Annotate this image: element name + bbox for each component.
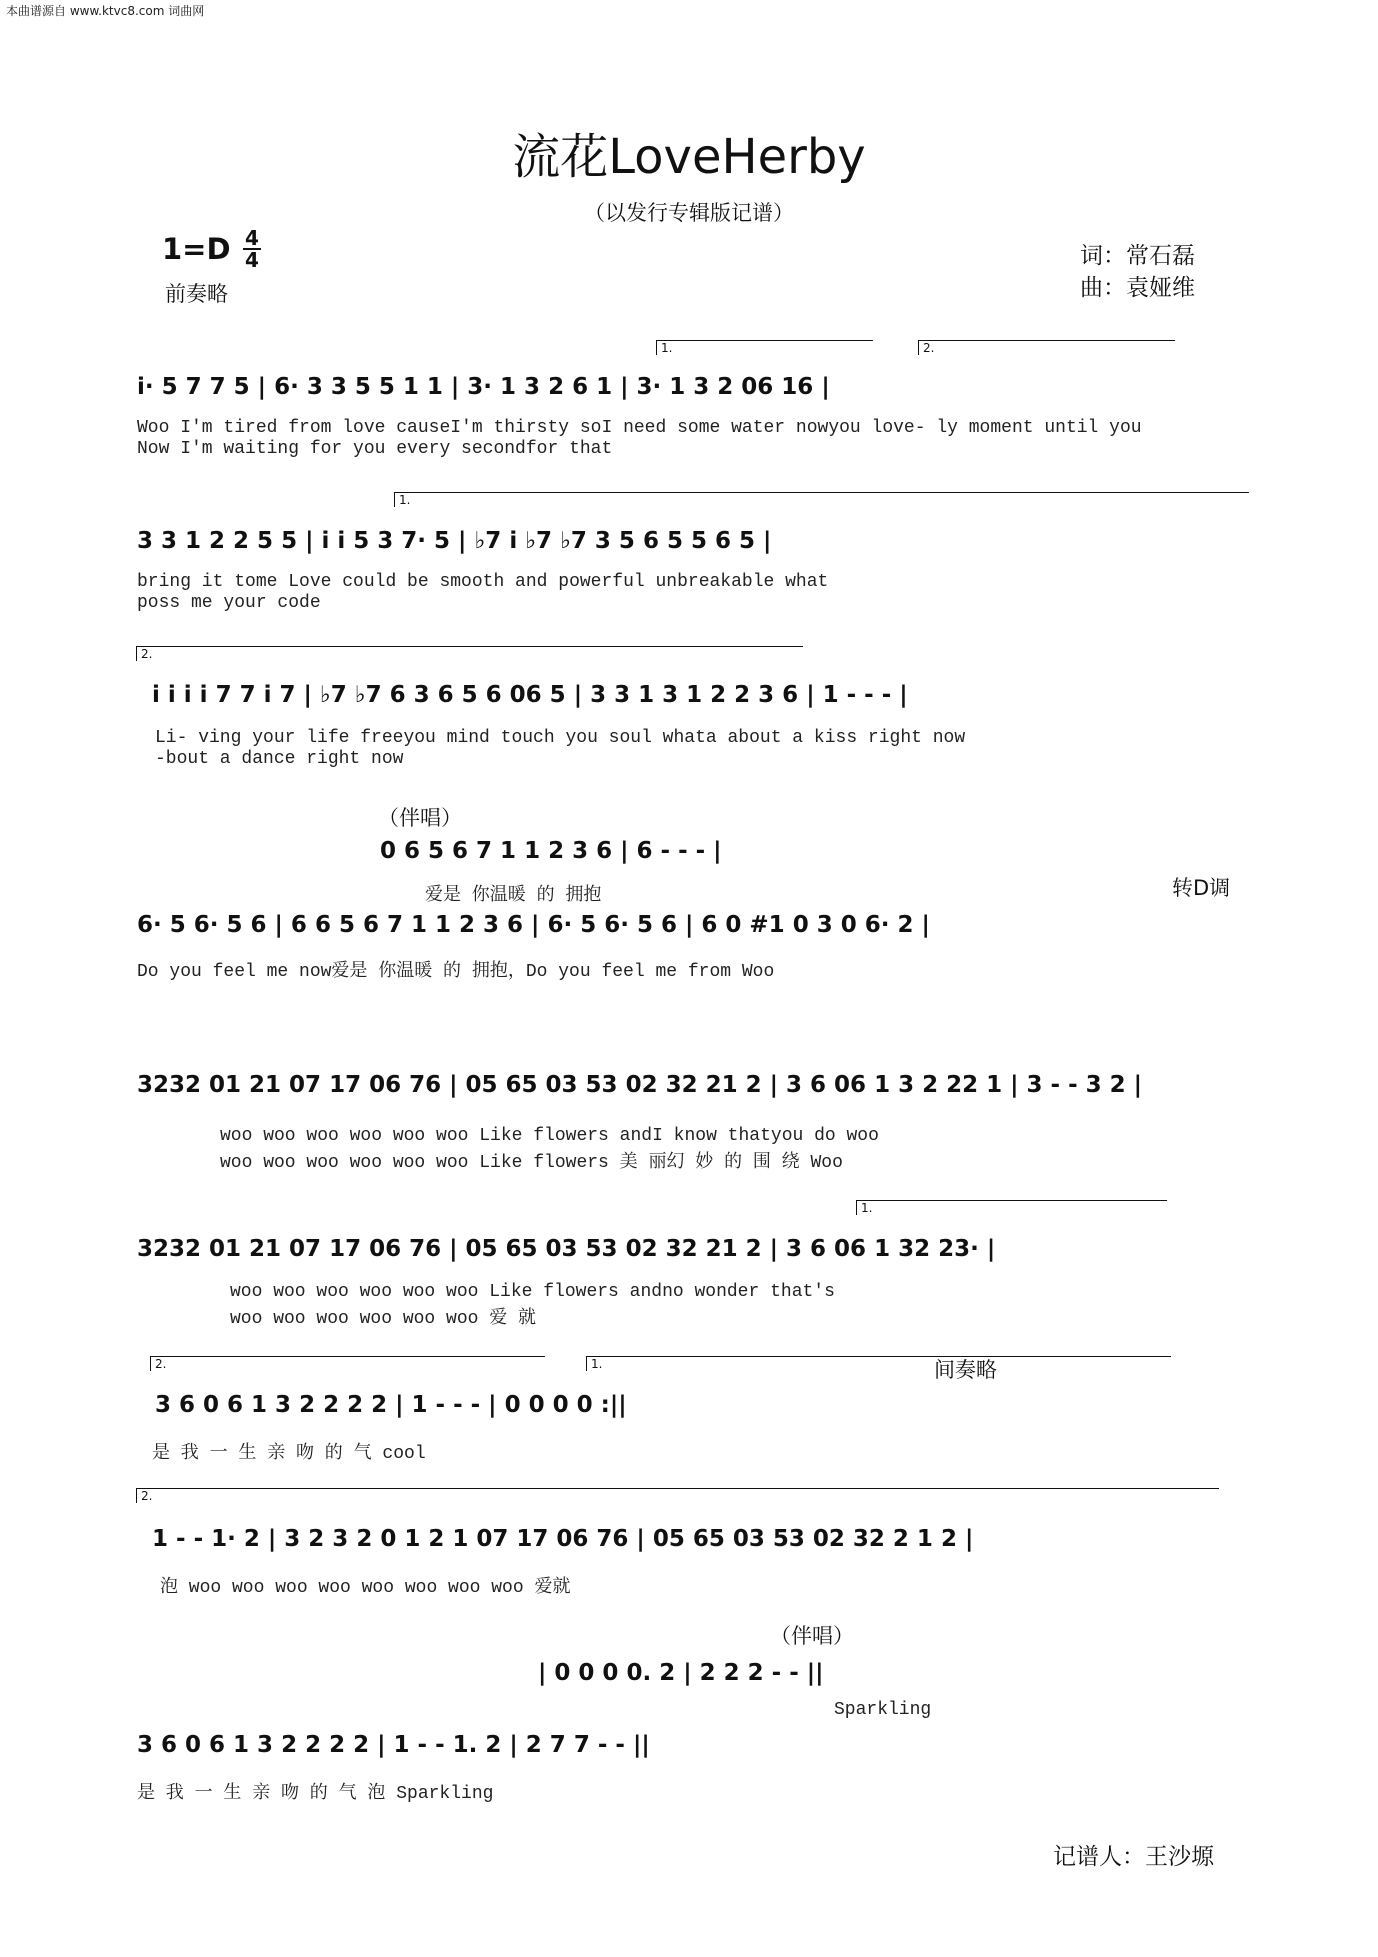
key-change-mark: 转D调 bbox=[1172, 876, 1231, 900]
key-signature: 1=D bbox=[162, 232, 231, 266]
lyrics-line: poss me your code bbox=[137, 593, 321, 613]
notation-line: i i i i 7 7 i 7 | ♭7 ♭7 6 3 6 5 6 06 5 | 3 3 1 3 1 2 2 3 6 | 1 - - - | bbox=[152, 682, 908, 708]
watermark: 本曲谱源自 www.ktvc8.com 词曲网 bbox=[6, 4, 205, 18]
volta-bracket: 2. bbox=[136, 646, 803, 661]
notation-line: 6· 5 6· 5 6 | 6 6 5 6 7 1 1 2 3 6 | 6· 5 6· 5 6 | 6 0 #1 0 3 0 6· 2 | bbox=[137, 912, 930, 938]
song-title: 流花LoveHerby bbox=[512, 129, 866, 185]
volta-bracket: 2. bbox=[918, 340, 1175, 355]
backing-vocal-tag: （伴唱） bbox=[378, 806, 462, 830]
notation-line: 0 6 5 6 7 1 1 2 3 6 | 6 - - - | bbox=[380, 838, 722, 864]
song-subtitle: （以发行专辑版记谱） bbox=[584, 201, 794, 225]
notation-line: 3232 01 21 07 17 06 76 | 05 65 03 53 02 32 21 2 | 3 6 06 1 32 23· | bbox=[137, 1236, 996, 1262]
notation-line: 3 6 0 6 1 3 2 2 2 2 | 1 - - - | 0 0 0 0 :|| bbox=[155, 1392, 627, 1418]
notation-line: 1 - - 1· 2 | 3 2 3 2 0 1 2 1 07 17 06 76 | 05 65 03 53 02 32 2 1 2 | bbox=[152, 1526, 974, 1552]
scorer: 记谱人：王沙塬 bbox=[1053, 1844, 1214, 1870]
interlude-note: 间奏略 bbox=[934, 1358, 997, 1382]
time-signature-top: 4 bbox=[245, 226, 259, 250]
volta-bracket: 2. bbox=[136, 1488, 1219, 1503]
lyrics-line: 爱是 你温暖 的 拥抱 bbox=[425, 886, 602, 906]
lyrics-line: Sparkling bbox=[834, 1700, 932, 1720]
volta-bracket: 1. bbox=[394, 492, 1249, 507]
backing-vocal-tag: （伴唱） bbox=[770, 1624, 854, 1648]
notation-line: 3 6 0 6 1 3 2 2 2 2 | 1 - - 1. 2 | 2 7 7 - - || bbox=[137, 1732, 650, 1758]
volta-bracket: 2. bbox=[150, 1356, 545, 1371]
volta-bracket: 1. bbox=[856, 1200, 1167, 1215]
lyrics-line: woo woo woo woo woo woo Like flowers andI know thatyou do woo bbox=[220, 1126, 879, 1146]
lyrics-line: Li- ving your life freeyou mind touch you soul whata about a kiss right now bbox=[155, 728, 966, 748]
lyrics-line: woo woo woo woo woo woo Like flowers 美 丽幻 妙 的 围 绕 Woo bbox=[220, 1153, 843, 1173]
lyrics-line: 是 我 一 生 亲 吻 的 气 泡 Sparkling bbox=[137, 1784, 494, 1804]
composer: 曲：袁娅维 bbox=[1080, 275, 1195, 301]
lyricist: 词：常石磊 bbox=[1080, 243, 1195, 269]
lyrics-line: 是 我 一 生 亲 吻 的 气 cool bbox=[152, 1444, 426, 1464]
volta-bracket: 1. bbox=[656, 340, 873, 355]
notation-line: i· 5 7 7 5 | 6· 3 3 5 5 1 1 | 3· 1 3 2 6 1 | 3· 1 3 2 06 16 | bbox=[137, 374, 830, 400]
time-signature bbox=[240, 228, 264, 270]
lyrics-line: bring it tome Love could be smooth and powerful unbreakable what bbox=[137, 572, 829, 592]
time-signature-bottom: 4 bbox=[245, 248, 259, 272]
lyrics-line: 泡 woo woo woo woo woo woo woo woo 爱就 bbox=[160, 1578, 571, 1598]
notation-line: 3232 01 21 07 17 06 76 | 05 65 03 53 02 32 21 2 | 3 6 06 1 3 2 22 1 | 3 - - 3 2 | bbox=[137, 1072, 1143, 1098]
lyrics-line: woo woo woo woo woo woo Like flowers andno wonder that's bbox=[230, 1282, 835, 1302]
notation-line: | 0 0 0 0. 2 | 2 2 2 - - || bbox=[538, 1660, 824, 1686]
volta-bracket: 1. bbox=[586, 1356, 1171, 1371]
lyrics-line: Now I'm waiting for you every secondfor that bbox=[137, 439, 613, 459]
lyrics-line: Do you feel me now爱是 你温暖 的 拥抱，Do you feel me from Woo bbox=[137, 962, 775, 982]
credits bbox=[1080, 240, 1195, 304]
lyrics-line: Woo I'm tired from love causeI'm thirsty soI need some water nowyou love- ly moment until you bbox=[137, 418, 1142, 438]
prelude-note: 前奏略 bbox=[165, 282, 228, 306]
lyrics-line: woo woo woo woo woo woo 爱 就 bbox=[230, 1309, 537, 1329]
notation-line: 3 3 1 2 2 5 5 | i i 5 3 7· 5 | ♭7 i ♭7 ♭7 3 5 6 5 5 6 5 | bbox=[137, 528, 772, 554]
lyrics-line: -bout a dance right now bbox=[155, 749, 404, 769]
